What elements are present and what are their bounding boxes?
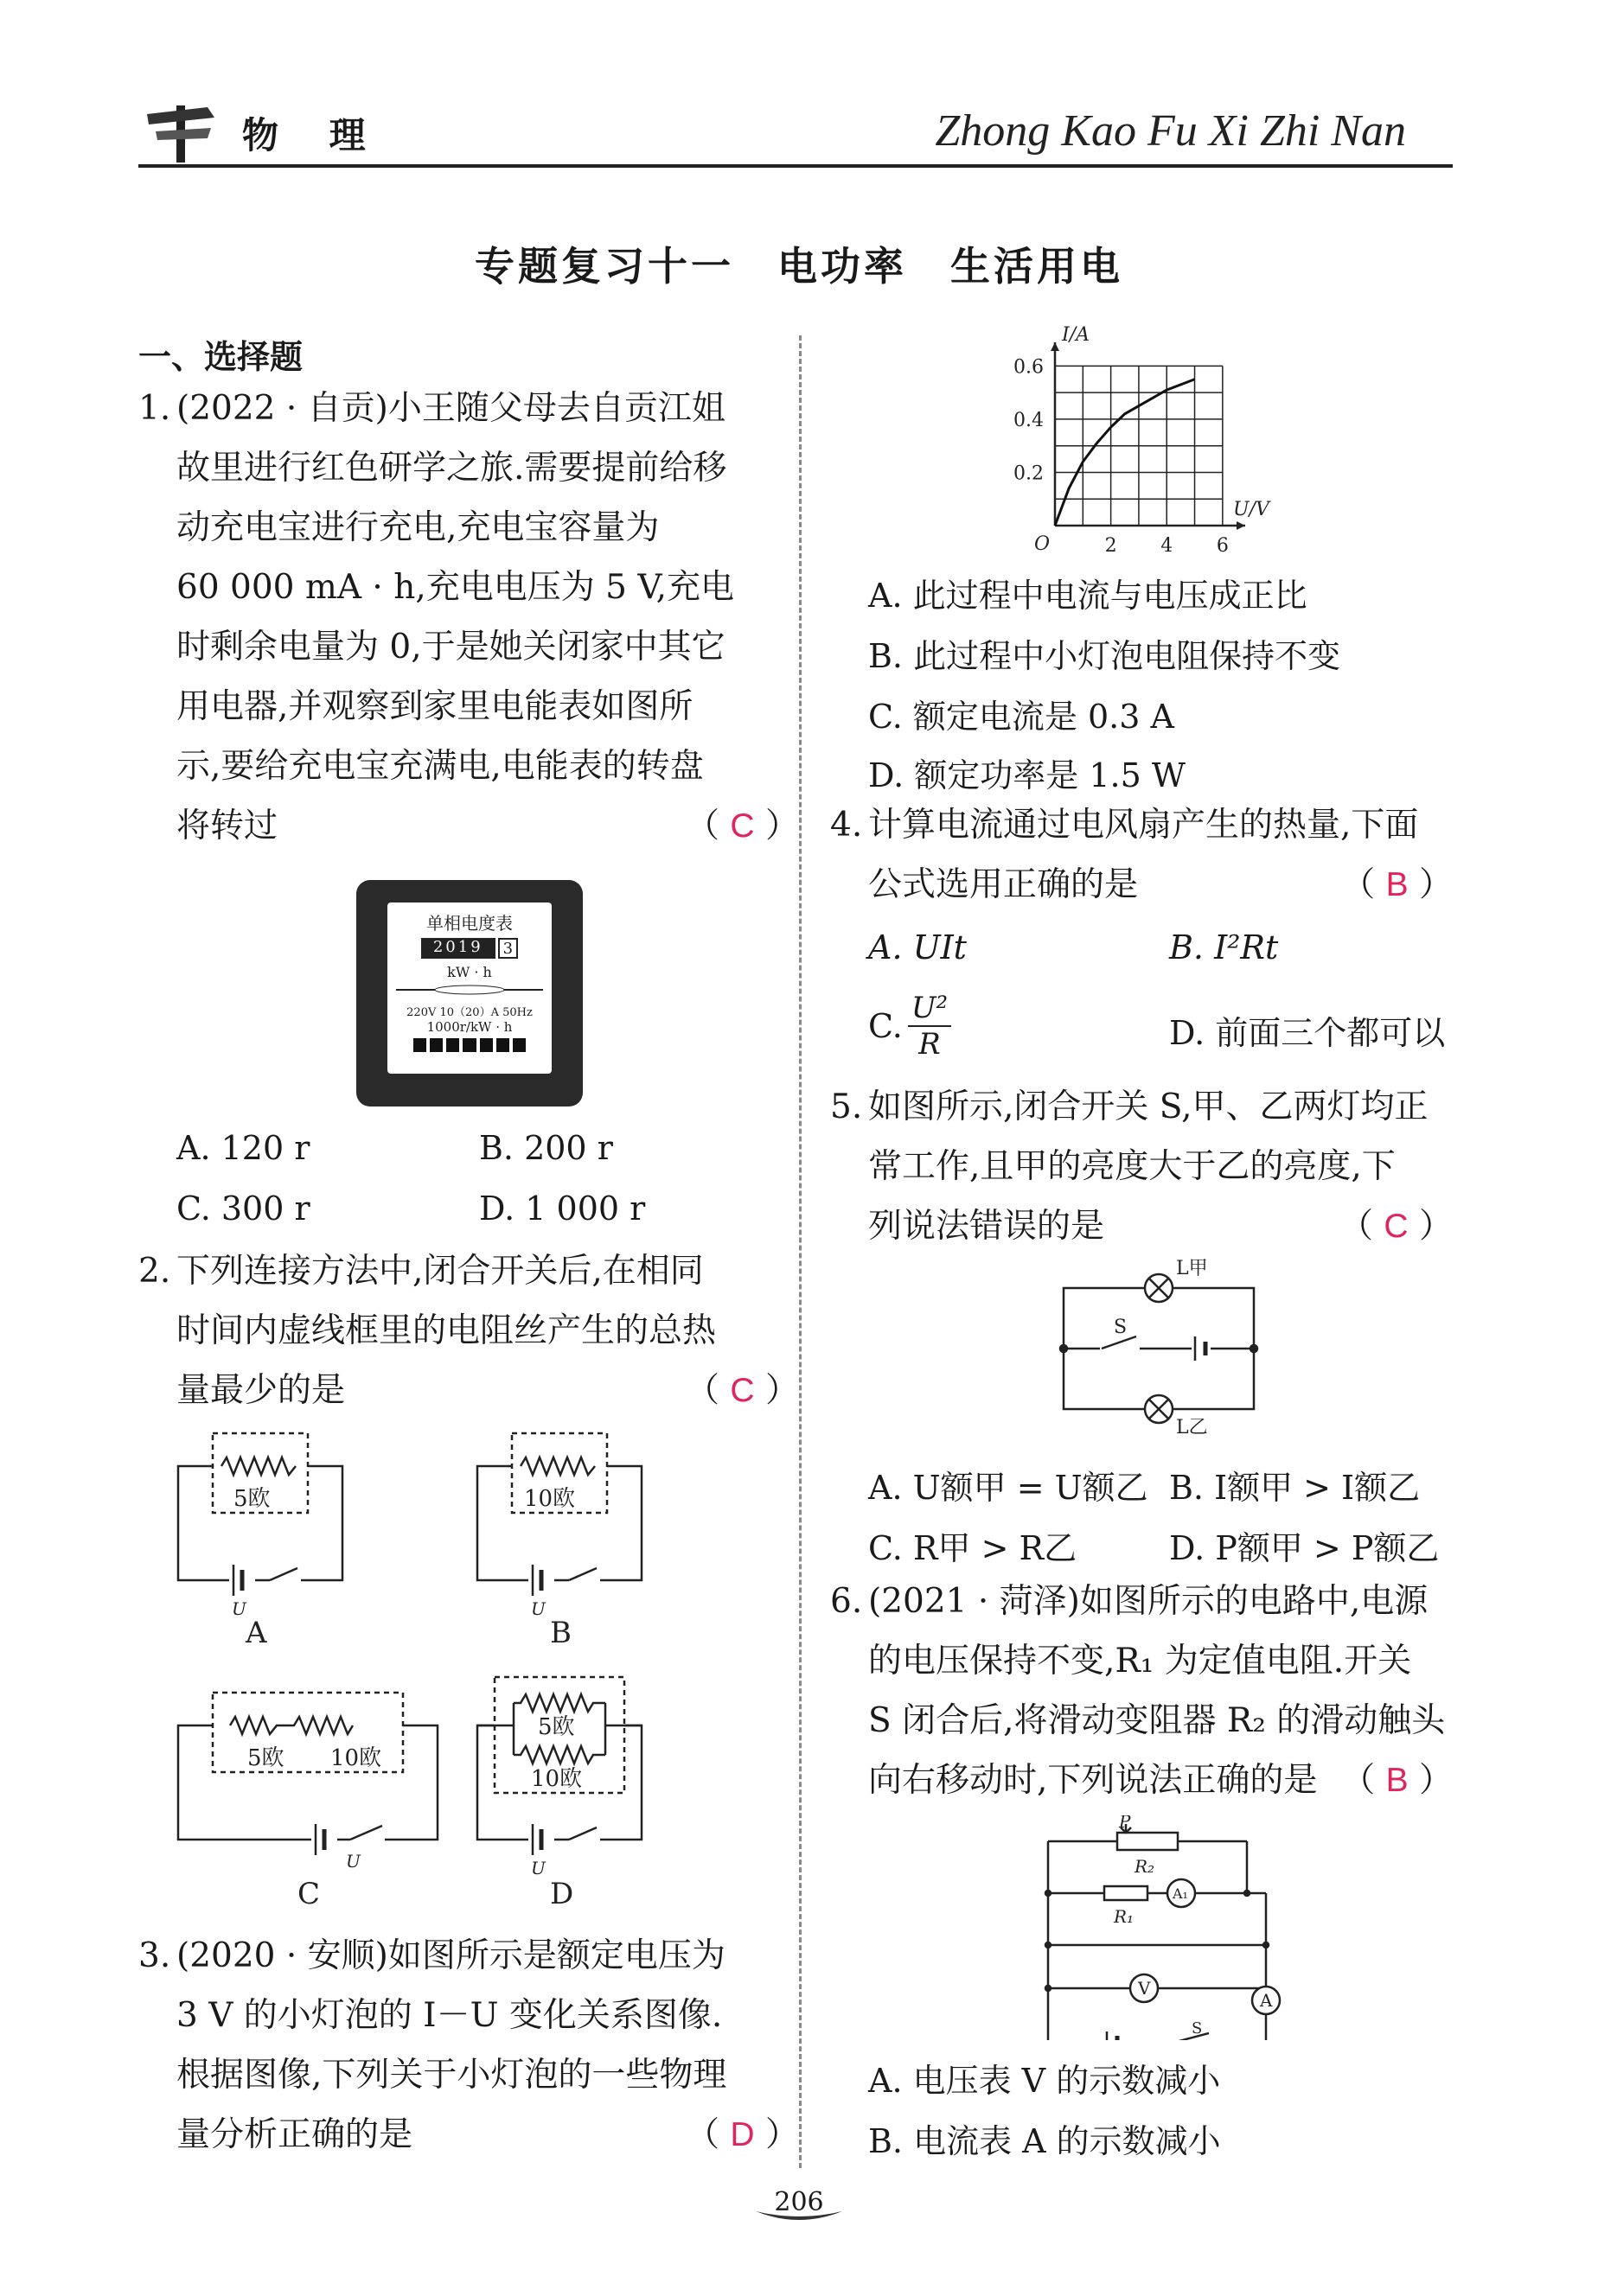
y-tick-label: 0.2 xyxy=(1013,462,1044,485)
circuit-c xyxy=(178,1693,438,1855)
signpost-logo-icon xyxy=(138,97,225,166)
q3-option-d: D. 额定功率是 1.5 W xyxy=(868,756,1186,794)
q5-option-b: B. I额甲 > I额乙 xyxy=(1169,1469,1421,1507)
q1-line: (2022 · 自贡)小王随父母去自贡江姐 xyxy=(176,389,725,428)
q1-option-a: A. 120 r xyxy=(176,1129,310,1167)
q5-option-a: A. U额甲 = U额乙 xyxy=(868,1469,1148,1507)
q6-answer: B xyxy=(1385,1762,1409,1799)
question-1 xyxy=(138,379,799,856)
q4-line: 计算电流通过电风扇产生的热量,下面 xyxy=(868,806,1419,845)
q5-line: 列说法错误的是 xyxy=(868,1207,1105,1246)
q3-answer: D xyxy=(730,2116,755,2153)
q5-circuit xyxy=(1046,1253,1280,1435)
circuit-c-caption: C xyxy=(297,1877,321,1910)
question-2 xyxy=(138,1241,799,1420)
question-5 xyxy=(830,1077,1453,1256)
circuit-d-r1-label: 5欧 xyxy=(538,1714,575,1740)
q2-line: 下列连接方法中,闭合开关后,在相同 xyxy=(176,1252,704,1291)
circuit-b-u-label: U xyxy=(531,1598,546,1619)
circuit-b xyxy=(477,1433,642,1596)
question-3 xyxy=(138,1926,799,2165)
q4-option-d: D. 前面三个都可以 xyxy=(1169,1014,1446,1052)
meter-spec: 220V 10（20）A 50Hz xyxy=(406,1006,533,1019)
q1-line: 用电器,并观察到家里电能表如图所 xyxy=(176,687,694,726)
q5-answer: C xyxy=(1384,1208,1409,1245)
q1-line: 故里进行红色研学之旅.需要提前给移 xyxy=(176,449,727,488)
q4-answer-paren: （ B ） xyxy=(1341,865,1453,904)
q1-answer-paren: （ C ） xyxy=(686,807,799,845)
q5-option-d: D. P额甲 > P额乙 xyxy=(1169,1529,1440,1567)
q6-number: 6. xyxy=(830,1582,863,1621)
circuit-c-u-label: U xyxy=(346,1851,361,1872)
circuit-c-r1-label: 5欧 xyxy=(247,1745,284,1771)
meter-reading: 2019 xyxy=(421,938,495,959)
origin-label: O xyxy=(1034,533,1051,555)
circuit-a-u-label: U xyxy=(232,1598,246,1619)
meter-unit: kW · h xyxy=(447,964,492,980)
circuit-d-caption: D xyxy=(550,1877,574,1910)
q2-line: 量最少的是 xyxy=(176,1371,346,1410)
circuit-c-r2-label: 10欧 xyxy=(330,1745,382,1771)
q1-answer: C xyxy=(730,807,755,845)
q5-number: 5. xyxy=(830,1087,863,1126)
q4-fraction-numerator: U² xyxy=(908,991,951,1027)
q5-lamp2-label: L乙 xyxy=(1176,1417,1208,1435)
q2-circuits-figure xyxy=(164,1426,649,1910)
q1-number: 1. xyxy=(138,389,171,428)
q6-option-a: A. 电压表 V 的示数减小 xyxy=(868,2062,1221,2100)
circuit-b-caption: B xyxy=(550,1616,572,1650)
x-tick-label: 4 xyxy=(1160,535,1173,557)
q3-line: 量分析正确的是 xyxy=(176,2115,413,2154)
q3-option-c: C. 额定电流是 0.3 A xyxy=(868,698,1174,736)
q6-ammeter-label: A xyxy=(1260,1990,1273,2011)
q4-option-c xyxy=(868,991,951,1062)
meter-rev: 1000r/kW · h xyxy=(426,1019,513,1035)
column-divider xyxy=(799,335,802,2168)
y-tick-label: 0.6 xyxy=(1013,356,1044,379)
q6-circuit xyxy=(1031,1815,1290,2040)
q3-line: (2020 · 安顺)如图所示是额定电压为 xyxy=(176,1936,725,1975)
q6-line: 的电压保持不变,R₁ 为定值电阻.开关 xyxy=(868,1642,1412,1681)
q5-switch-label: S xyxy=(1114,1317,1128,1338)
meter-last-digit: 3 xyxy=(498,938,518,959)
section-heading: 一、选择题 xyxy=(138,337,304,376)
q6-line: S 闭合后,将滑动变阻器 R₂ 的滑动触头 xyxy=(868,1701,1446,1740)
q2-answer-paren: （ C ） xyxy=(686,1371,799,1410)
q6-option-b: B. 电流表 A 的示数减小 xyxy=(868,2122,1221,2160)
q6-voltmeter-label: V xyxy=(1138,1978,1151,1999)
question-4 xyxy=(830,795,1453,915)
x-axis-label: U/V xyxy=(1233,499,1269,520)
circuit-a-r-label: 5欧 xyxy=(233,1486,271,1512)
y-axis-label: I/A xyxy=(1062,325,1090,346)
q6-r2-label: R₂ xyxy=(1135,1856,1155,1877)
circuit-a-caption: A xyxy=(246,1616,267,1650)
q1-line: 时剩余电量为 0,于是她关闭家中其它 xyxy=(176,628,725,666)
q2-number: 2. xyxy=(138,1252,171,1291)
circuit-d-r2-label: 10欧 xyxy=(531,1766,583,1792)
header-rule xyxy=(138,164,1453,168)
q5-answer-paren: （ C ） xyxy=(1339,1207,1453,1246)
q5-lamp1-label: L甲 xyxy=(1176,1258,1208,1279)
q4-number: 4. xyxy=(830,806,863,845)
q3-option-b: B. 此过程中小灯泡电阻保持不变 xyxy=(868,637,1341,675)
meter-disk-icon xyxy=(387,980,552,999)
q1-line: 示,要给充电宝充满电,电能表的转盘 xyxy=(176,747,704,786)
x-tick-label: 2 xyxy=(1104,535,1117,557)
q5-line: 常工作,且甲的亮度大于乙的亮度,下 xyxy=(868,1147,1396,1186)
q1-line: 60 000 mA · h,充电电压为 5 V,充电 xyxy=(176,568,735,607)
circuit-b-r-label: 10欧 xyxy=(524,1486,576,1512)
q4-fraction-denominator: R xyxy=(918,1027,941,1062)
q5-option-c: C. R甲 > R乙 xyxy=(868,1529,1077,1567)
q1-option-c: C. 300 r xyxy=(176,1189,310,1228)
y-tick-label: 0.4 xyxy=(1013,409,1044,431)
q2-answer: C xyxy=(730,1372,755,1409)
q6-line: 向右移动时,下列说法正确的是 xyxy=(868,1761,1318,1800)
iu-curve xyxy=(1055,379,1195,526)
page-number: 206 xyxy=(774,2187,824,2217)
circuit-d-u-label: U xyxy=(531,1858,546,1878)
q1-option-d: D. 1 000 r xyxy=(479,1189,646,1228)
energy-meter xyxy=(356,880,583,1107)
q6-line: (2021 · 菏泽)如图所示的电路中,电源 xyxy=(868,1582,1429,1621)
q3-option-a: A. 此过程中电流与电压成正比 xyxy=(868,577,1307,615)
q6-slider-label: P xyxy=(1119,1815,1131,1832)
q4-answer: B xyxy=(1385,866,1409,903)
q5-line: 如图所示,闭合开关 S,甲、乙两灯均正 xyxy=(868,1087,1429,1126)
x-tick-label: 6 xyxy=(1216,535,1229,557)
iu-chart xyxy=(1012,325,1306,558)
q6-switch-label: S xyxy=(1192,2019,1203,2038)
circuit-a xyxy=(178,1433,342,1596)
q1-line: 将转过 xyxy=(176,807,278,845)
subject-title: 物 理 xyxy=(242,114,385,156)
x-axis-arrow xyxy=(1237,521,1245,530)
q6-answer-paren: （ B ） xyxy=(1341,1761,1453,1800)
q4-line: 公式选用正确的是 xyxy=(868,865,1139,904)
q1-option-b: B. 200 r xyxy=(479,1129,613,1167)
y-axis-arrow xyxy=(1051,342,1059,351)
q3-number: 3. xyxy=(138,1936,171,1975)
page-title: 专题复习十一 电功率 生活用电 xyxy=(475,243,1123,290)
q3-answer-paren: （ D ） xyxy=(686,2115,799,2154)
question-6 xyxy=(830,1572,1453,1810)
q1-line: 动充电宝进行充电,充电宝容量为 xyxy=(176,508,660,547)
q2-line: 时间内虚线框里的电阻丝产生的总热 xyxy=(176,1311,717,1350)
q4-option-b: B. I²Rt xyxy=(1169,928,1279,966)
running-title: Zhong Kao Fu Xi Zhi Nan xyxy=(935,106,1406,156)
meter-label: 单相电度表 xyxy=(426,913,513,934)
q4-option-a: A. UIt xyxy=(868,928,967,966)
q3-line: 根据图像,下列关于小灯泡的一些物理 xyxy=(176,2056,727,2095)
q4-option-c-prefix: C. xyxy=(868,1007,903,1045)
q6-ammeter1-label: A₁ xyxy=(1173,1885,1188,1902)
q3-line: 3 V 的小灯泡的 I－U 变化关系图像. xyxy=(176,1996,723,2035)
q6-r1-label: R₁ xyxy=(1114,1906,1135,1927)
